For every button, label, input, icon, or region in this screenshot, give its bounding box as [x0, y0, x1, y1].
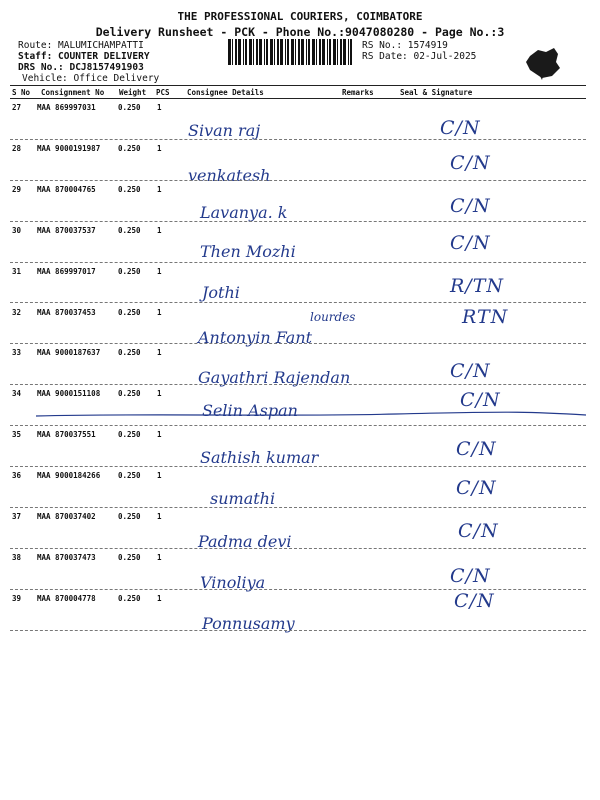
row-weight: 0.250	[118, 266, 141, 276]
row-weight: 0.250	[118, 348, 141, 358]
row-sno: 35	[12, 430, 22, 440]
col-seal-signature: Seal & Signature	[400, 88, 473, 97]
row-consignment-no: MAA 870037453	[37, 307, 96, 317]
row-sno: 39	[12, 593, 22, 603]
row-consignment-no: MAA 869997017	[37, 266, 96, 276]
staff-label: Staff: COUNTER DELIVERY	[18, 51, 150, 62]
route-label: Route: MALUMICHAMPATTI	[18, 40, 144, 51]
vehicle-label: Vehicle: Office Delivery	[22, 73, 160, 84]
row-signature: C/N	[458, 520, 499, 542]
row-signature: R/TN	[450, 274, 505, 297]
row-consignee-name: Gayathri Rajendan	[198, 368, 351, 388]
row-weight: 0.250	[118, 389, 141, 399]
company-title: THE PROFESSIONAL COURIERS, COIMBATORE	[177, 10, 423, 23]
row-consignment-no: MAA 9000184266	[37, 471, 101, 481]
row-signature: C/N	[454, 589, 495, 612]
row-sno: 31	[12, 266, 22, 276]
row-consignee-name: Then Mozhi	[200, 241, 296, 261]
row-pcs: 1	[157, 103, 162, 112]
col-weight: Weight	[119, 88, 147, 97]
col-pcs: PCS	[156, 88, 170, 97]
table-row	[10, 508, 586, 549]
row-consignee-name: venkatesh	[188, 165, 271, 185]
row-weight: 0.250	[118, 552, 141, 562]
row-weight: 0.250	[118, 307, 141, 317]
row-consignee-name: Antonyin Fant	[198, 327, 313, 347]
row-sno: 29	[12, 184, 22, 194]
row-consignment-no: MAA 9000187637	[37, 348, 101, 358]
row-weight: 0.250	[118, 143, 141, 153]
row-signature: RTN	[462, 305, 509, 328]
row-pcs: 1	[157, 552, 162, 562]
row-consignment-no: MAA 870004778	[37, 593, 96, 603]
row-signature: C/N	[450, 564, 491, 587]
row-signature: C/N	[450, 194, 491, 217]
row-signature: C/N	[450, 231, 491, 254]
row-weight: 0.250	[118, 103, 141, 112]
row-pcs: 1	[157, 266, 162, 276]
row-consignee-name: Lavanya. k	[200, 202, 288, 222]
ink-stamp-mark	[524, 46, 562, 80]
row-consignment-no: MAA 870004765	[37, 184, 96, 194]
row-pcs: 1	[157, 225, 162, 235]
row-weight: 0.250	[118, 593, 141, 603]
row-consignee-name: Sathish kumar	[200, 448, 319, 468]
table-row	[10, 344, 586, 388]
row-sno: 38	[12, 552, 22, 562]
table-row	[10, 467, 586, 508]
rs-date: RS Date: 02-Jul-2025	[362, 51, 477, 62]
row-pcs: 1	[157, 471, 162, 481]
row-consignment-no: MAA 870037537	[37, 225, 96, 235]
barcode-image	[228, 39, 354, 65]
row-pcs: 1	[157, 307, 162, 317]
table-row	[10, 304, 586, 345]
table-row	[10, 99, 586, 140]
runsheet-subtitle: Delivery Runsheet - PCK - Phone No.:9047080280 - Page No.:3	[95, 25, 505, 39]
col-consignment: Consignment No	[41, 88, 105, 97]
row-consignee-name: Sivan raj	[188, 121, 261, 140]
row-weight: 0.250	[118, 430, 141, 440]
row-signature: C/N	[450, 360, 491, 383]
row-pcs: 1	[157, 593, 162, 603]
row-consignee-name: Vinoliya	[200, 572, 266, 592]
col-remarks: Remarks	[342, 88, 374, 97]
table-row	[10, 222, 586, 263]
rs-number: RS No.: 1574919	[362, 40, 448, 51]
row-pcs: 1	[157, 389, 162, 399]
row-sno: 28	[12, 143, 22, 153]
row-weight: 0.250	[118, 225, 141, 235]
drs-label: DRS No.: DCJ8157491903	[18, 62, 144, 73]
row-consignee-name: Ponnusamy	[202, 613, 295, 633]
row-sno: 37	[12, 512, 22, 521]
header-rule-top	[10, 85, 586, 86]
row-consignment-no: MAA 869997031	[37, 103, 96, 112]
table-row	[10, 426, 586, 467]
table-row	[10, 549, 586, 590]
row-consignee-name: Jothi	[202, 282, 240, 302]
col-sno: S No	[12, 88, 31, 97]
row-sno: 30	[12, 225, 22, 235]
row-separator	[10, 630, 586, 631]
row-sno: 36	[12, 471, 22, 481]
row-weight: 0.250	[118, 471, 141, 481]
row-sno: 34	[12, 389, 22, 399]
row-consignment-no: MAA 9000151108	[37, 389, 101, 399]
row-consignment-no: MAA 870037473	[37, 552, 96, 562]
row-signature: C/N	[460, 389, 501, 412]
row-pcs: 1	[157, 430, 162, 440]
pen-stroke-line	[36, 409, 586, 421]
table-row	[10, 181, 586, 222]
row-sno: 32	[12, 307, 22, 317]
row-signature: C/N	[440, 117, 481, 139]
row-pcs: 1	[157, 348, 162, 358]
row-sno: 33	[12, 348, 22, 358]
row-consignment-no: MAA 9000191987	[37, 143, 101, 153]
row-consignee-name: Padma devi	[198, 532, 292, 551]
table-row	[10, 590, 586, 631]
row-pcs: 1	[157, 512, 162, 521]
row-consignment-no: MAA 870037551	[37, 430, 96, 440]
table-row	[10, 140, 586, 185]
row-signature: C/N	[450, 151, 491, 174]
row-consignee-extra: lourdes	[310, 309, 356, 324]
row-weight: 0.250	[118, 512, 141, 521]
row-consignee-name: sumathi	[210, 489, 276, 509]
row-pcs: 1	[157, 143, 162, 153]
table-row	[10, 263, 586, 304]
row-signature: C/N	[456, 477, 497, 500]
row-signature: C/N	[456, 438, 497, 461]
col-consignee: Consignee Details	[187, 88, 264, 97]
row-consignee-name: Selin Aspan	[202, 401, 298, 421]
row-pcs: 1	[157, 184, 162, 194]
row-sno: 27	[12, 103, 22, 112]
row-weight: 0.250	[118, 184, 141, 194]
row-consignment-no: MAA 870037402	[37, 512, 96, 521]
